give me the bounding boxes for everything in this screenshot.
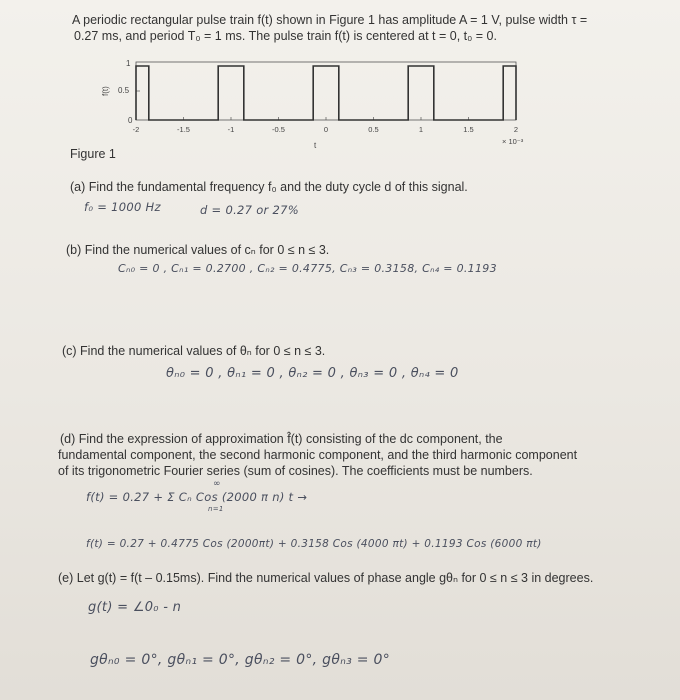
part-d-answer-1: f(t) = 0.27 + Σ Cₙ Cos (2000 π n) t → xyxy=(86,490,308,504)
part-d-line-2: fundamental component, the second harmonic component, and the third harmonic component xyxy=(58,448,578,462)
part-d-sum-upper: ∞ xyxy=(213,479,221,489)
x-tick-label: 1 xyxy=(418,125,424,134)
part-b-answer: Cₙ₀ = 0 , Cₙ₁ = 0.2700 , Cₙ₂ = 0.4775, Cₙ₃ = 0.3158, Cₙ₄ = 0.1193 xyxy=(118,262,497,275)
x-tick-label: -0.5 xyxy=(272,125,285,134)
y-axis-label: f(t) xyxy=(101,86,110,96)
x-tick-label: -1.5 xyxy=(177,125,190,134)
x-tick-label: 0.5 xyxy=(368,125,379,134)
part-e-question: (e) Let g(t) = f(t – 0.15ms). Find the numerical values of phase angle gθₙ for 0 ≤ n ≤ 3 in degrees. xyxy=(58,571,594,585)
part-c-question: (c) Find the numerical values of θₙ for 0 ≤ n ≤ 3. xyxy=(62,344,326,358)
x-tick-label: 2 xyxy=(513,125,519,134)
pulse-train-plot xyxy=(98,56,538,166)
part-d-line-1: (d) Find the expression of approximation f̂(t) consisting of the dc component, the xyxy=(60,432,503,446)
x-tick-label: -1 xyxy=(227,125,235,134)
x-exponent-label: × 10⁻³ xyxy=(502,137,524,146)
figure-caption: Figure 1 xyxy=(70,147,116,161)
zero-t-label: t xyxy=(314,141,317,150)
x-tick-label: -2 xyxy=(132,125,140,134)
intro-line-2: 0.27 ms, and period T₀ = 1 ms. The pulse train f(t) is centered at t = 0, t₀ = 0. xyxy=(74,29,497,43)
part-d-sum-lower: n=1 xyxy=(208,505,224,513)
intro-line-1: A periodic rectangular pulse train f(t) shown in Figure 1 has amplitude A = 1 V, pulse width τ = xyxy=(72,13,588,27)
y-tick-0-5: 0.5 xyxy=(118,86,130,95)
x-tick-label: 1.5 xyxy=(463,125,474,134)
y-tick-0: 0 xyxy=(128,116,133,125)
part-d-answer-2: f(t) = 0.27 + 0.4775 Cos (2000πt) + 0.3158 Cos (4000 πt) + 0.1193 Cos (6000 πt) xyxy=(86,538,542,550)
pulse-train-series xyxy=(136,66,516,120)
part-e-answer-2: gθₙ₀ = 0°, gθₙ₁ = 0°, gθₙ₂ = 0°, gθₙ₃ = 0° xyxy=(90,652,391,668)
y-tick-1: 1 xyxy=(126,59,131,68)
part-e-answer-1: g(t) = ∠0₀ - n xyxy=(88,600,182,615)
part-b-question: (b) Find the numerical values of cₙ for 0 ≤ n ≤ 3. xyxy=(66,243,330,257)
part-a-answer-duty: d = 0.27 or 27% xyxy=(200,203,299,217)
plot-frame xyxy=(136,62,516,120)
part-c-answer: θₙ₀ = 0 , θₙ₁ = 0 , θₙ₂ = 0 , θₙ₃ = 0 , θₙ₄ = 0 xyxy=(166,366,459,381)
x-tick-label: 0 xyxy=(323,125,329,134)
part-a-question: (a) Find the fundamental frequency f₀ and the duty cycle d of this signal. xyxy=(70,180,468,194)
part-d-line-3: of its trigonometric Fourier series (sum of cosines). The coefficients must be numbers. xyxy=(58,464,533,478)
part-a-answer-frequency: f₀ = 1000 Hz xyxy=(84,200,161,214)
